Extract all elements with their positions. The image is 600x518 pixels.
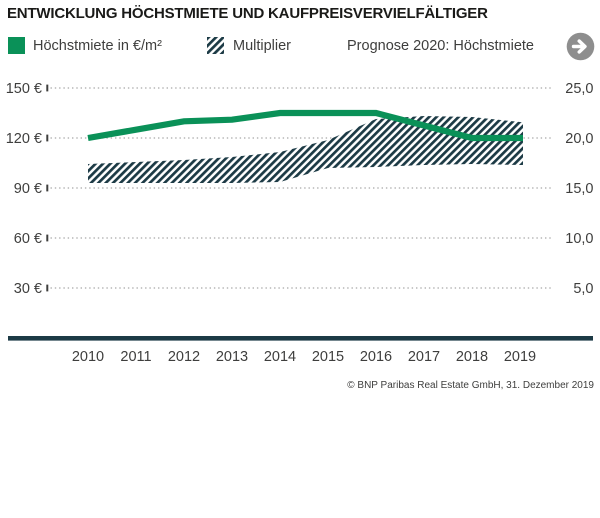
left-axis-label: 120 € bbox=[5, 131, 42, 147]
year-label: 2015 bbox=[311, 349, 345, 365]
left-axis-label: 90 € bbox=[13, 181, 42, 197]
year-label: 2014 bbox=[263, 349, 297, 365]
prognose-label: Prognose 2020: Höchstmiete bbox=[347, 38, 534, 54]
right-axis-label: 25,0 bbox=[565, 81, 594, 97]
year-label: 2019 bbox=[503, 349, 537, 365]
year-label: 2017 bbox=[407, 349, 441, 365]
chart-title: ENTWICKLUNG HÖCHSTMIETE UND KAUFPREISVERVIELFÄLTIGER bbox=[7, 5, 488, 22]
left-axis-label: 60 € bbox=[13, 231, 42, 247]
data-series bbox=[88, 113, 523, 183]
multiplier-legend-label: Multiplier bbox=[233, 38, 292, 54]
right-axis-label: 20,0 bbox=[565, 131, 594, 147]
year-label: 2016 bbox=[359, 349, 393, 365]
year-label: 2013 bbox=[215, 349, 249, 365]
x-axis-baseline bbox=[8, 336, 593, 341]
left-axis-label: 30 € bbox=[13, 281, 42, 297]
right-axis-label: 5,0 bbox=[573, 281, 594, 297]
year-label: 2012 bbox=[167, 349, 201, 365]
right-axis-label: 15,0 bbox=[565, 181, 594, 197]
year-label: 2011 bbox=[120, 349, 152, 365]
left-axis-label: 150 € bbox=[5, 81, 42, 97]
copyright-note: © BNP Paribas Real Estate GmbH, 31. Dezember 2019 bbox=[347, 380, 594, 391]
right-axis-label: 10,0 bbox=[565, 231, 594, 247]
hoechstmiete-legend-label: Höchstmiete in €/m² bbox=[33, 38, 162, 54]
year-label: 2010 bbox=[71, 349, 105, 365]
year-label: 2018 bbox=[455, 349, 489, 365]
